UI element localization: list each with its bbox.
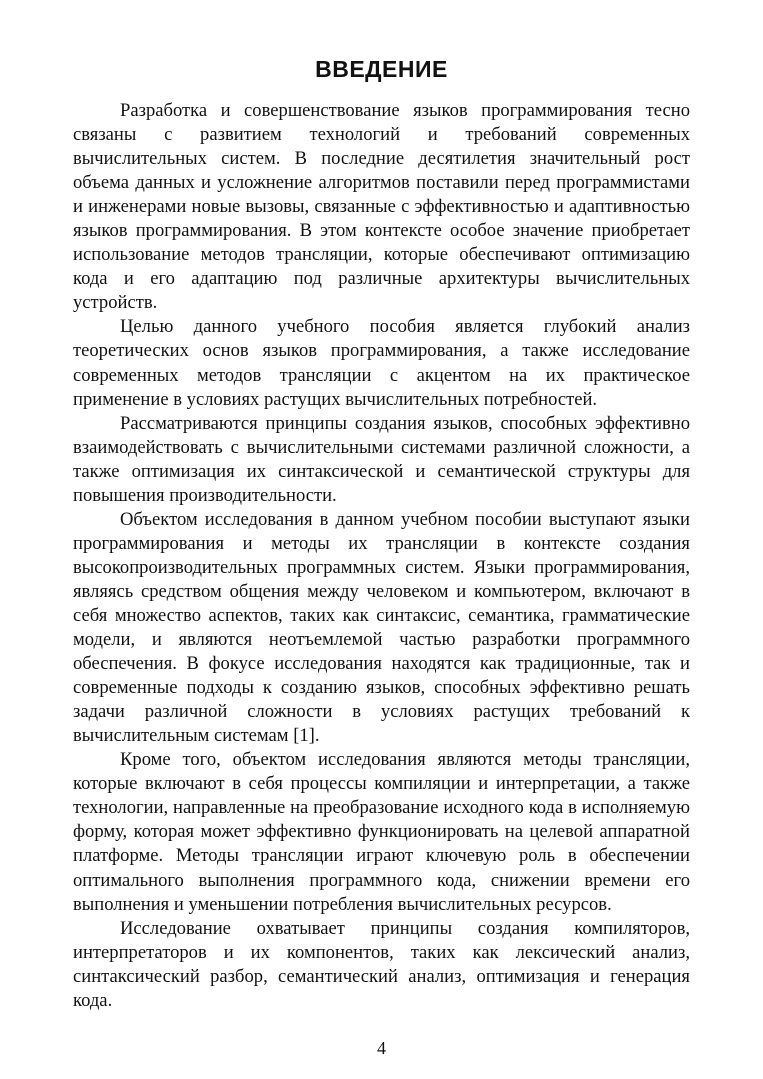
paragraph-3: Рассматриваются принципы создания языков, способных эффективно взаимодействовать с вычислительными системами различной сложности, а также оптимизация их синтаксической и семантической структуры для повышения производительности. <box>73 412 690 506</box>
paragraph-6: Исследование охватывает принципы создания компиляторов, интерпретаторов и их компонентов, таких как лексический анализ, синтаксический разбор, семантический анализ, оптимизация и генерация кода. <box>73 917 690 1011</box>
paragraph-4: Объектом исследования в данном учебном пособии выступают языки программирования и методы их трансляции в контексте создания высокопроизводительных программных систем. Языки программирования, являясь средством общения между человеком и компьютером, включают в себя множество аспектов, таких как синтаксис, семантика, грамматические модели, и являются неотъемлемой частью разработки программного обеспечения. В фокусе исследования находятся как традиционные, так и современные подходы к созданию языков, способных эффективно решать задачи различной сложности в условиях растущих требований к вычислительным системам [1]. <box>73 508 690 747</box>
page-title: ВВЕДЕНИЕ <box>315 56 448 82</box>
body-text <box>73 99 690 1013</box>
page-number: 4 <box>377 1038 386 1058</box>
paragraph-2: Целью данного учебного пособия является глубокий анализ теоретических основ языков программирования, а также исследование современных методов трансляции с акцентом на их практическое применение в условиях растущих вычислительных потребностей. <box>73 316 690 410</box>
paragraph-5: Кроме того, объектом исследования являются методы трансляции, которые включают в себя процессы компиляции и интерпретации, а также технологии, направленные на преобразование исходного кода в исполняемую форму, которая может эффективно функционировать на целевой аппаратной платформе. Методы трансляции играют ключевую роль в обеспечении оптимального выполнения программного кода, снижении времени его выполнения и уменьшении потребления вычислительных ресурсов. <box>73 749 690 915</box>
paragraph-1: Разработка и совершенствование языков программирования тесно связаны с развитием технологий и требований современных вычислительных систем. В последние десятилетия значительный рост объема данных и усложнение алгоритмов поставили перед программистами и инженерами новые вызовы, связанные с эффективностью и адаптивностью языков программирования. В этом контексте особое значение приобретает использование методов трансляции, которые обеспечивают оптимизацию кода и его адаптацию под различные архитектуры вычислительных устройств. <box>73 100 690 314</box>
